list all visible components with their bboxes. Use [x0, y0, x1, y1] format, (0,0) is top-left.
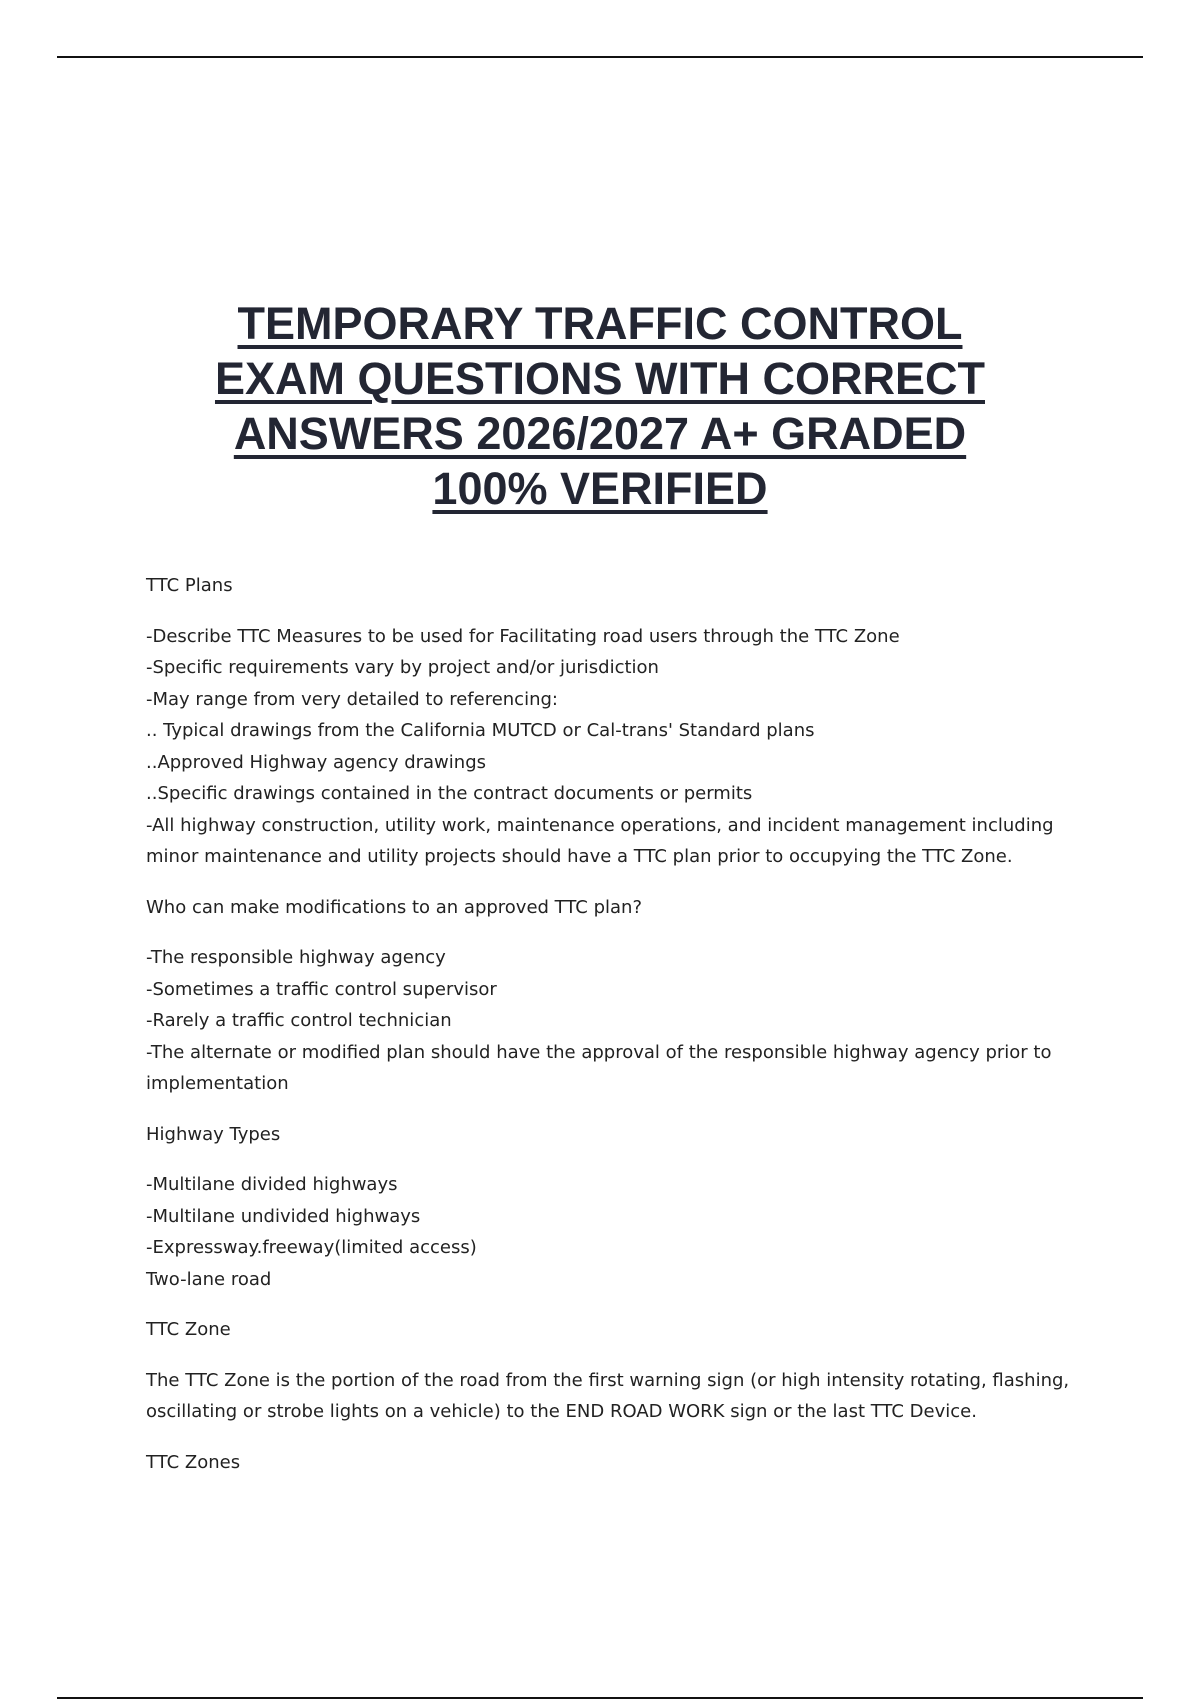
body-line: -Multilane undivided highways	[146, 1205, 421, 1227]
section-body-modifications	[146, 942, 1076, 1100]
body-line: -The responsible highway agency	[146, 947, 446, 968]
document-body	[146, 570, 1076, 1497]
body-line: -Sometimes a traffic control supervisor	[146, 978, 497, 1000]
body-line: The TTC Zone is the portion of the road from the first warning sign (or high intensity rotating, flashing, oscillating or strobe lights on a vehicle) to the END ROAD WORK sign or the last TTC Device.	[146, 1369, 1070, 1422]
body-line: Two-lane road	[146, 1268, 272, 1290]
section-body-ttc-plans	[146, 621, 1076, 873]
body-line: ..Specific drawings contained in the contract documents or permits	[146, 783, 753, 804]
title-line: EXAM QUESTIONS WITH CORRECT	[214, 353, 985, 404]
body-line: -Multilane divided highways	[146, 1174, 398, 1195]
section-heading-highway-types: Highway Types	[146, 1123, 281, 1145]
body-line: ..Approved Highway agency drawings	[146, 751, 486, 773]
section-body-ttc-zone	[146, 1365, 1076, 1428]
bottom-divider	[57, 1697, 1143, 1699]
title-line: TEMPORARY TRAFFIC CONTROL	[237, 298, 963, 349]
body-line: .. Typical drawings from the California MUTCD or Cal-trans' Standard plans	[146, 720, 815, 741]
section-body-highway-types	[146, 1169, 1076, 1295]
body-line: -Specific requirements vary by project and/or jurisdiction	[146, 657, 659, 678]
title-line: ANSWERS 2026/2027 A+ GRADED	[233, 408, 967, 459]
body-line: -The alternate or modified plan should have the approval of the responsible highway agency prior to implementation	[146, 1041, 1052, 1094]
document-title	[0, 296, 1200, 516]
body-line: -May range from very detailed to referencing:	[146, 688, 558, 710]
body-line: -All highway construction, utility work, maintenance operations, and incident management including minor maintenance and utility projects should have a TTC plan prior to occupying the TTC Zone.	[146, 814, 1054, 867]
section-heading-ttc-zone: TTC Zone	[146, 1319, 231, 1340]
body-line: -Describe TTC Measures to be used for Facilitating road users through the TTC Zone	[146, 625, 900, 647]
body-line: -Rarely a traffic control technician	[146, 1010, 452, 1031]
section-heading-modifications: Who can make modifications to an approved TTC plan?	[146, 896, 643, 918]
body-line: -Expressway.freeway(limited access)	[146, 1237, 477, 1258]
section-heading-ttc-plans: TTC Plans	[146, 575, 233, 596]
section-heading-ttc-zones: TTC Zones	[146, 1451, 241, 1473]
title-line: 100% VERIFIED	[432, 463, 768, 514]
top-divider	[57, 56, 1143, 58]
